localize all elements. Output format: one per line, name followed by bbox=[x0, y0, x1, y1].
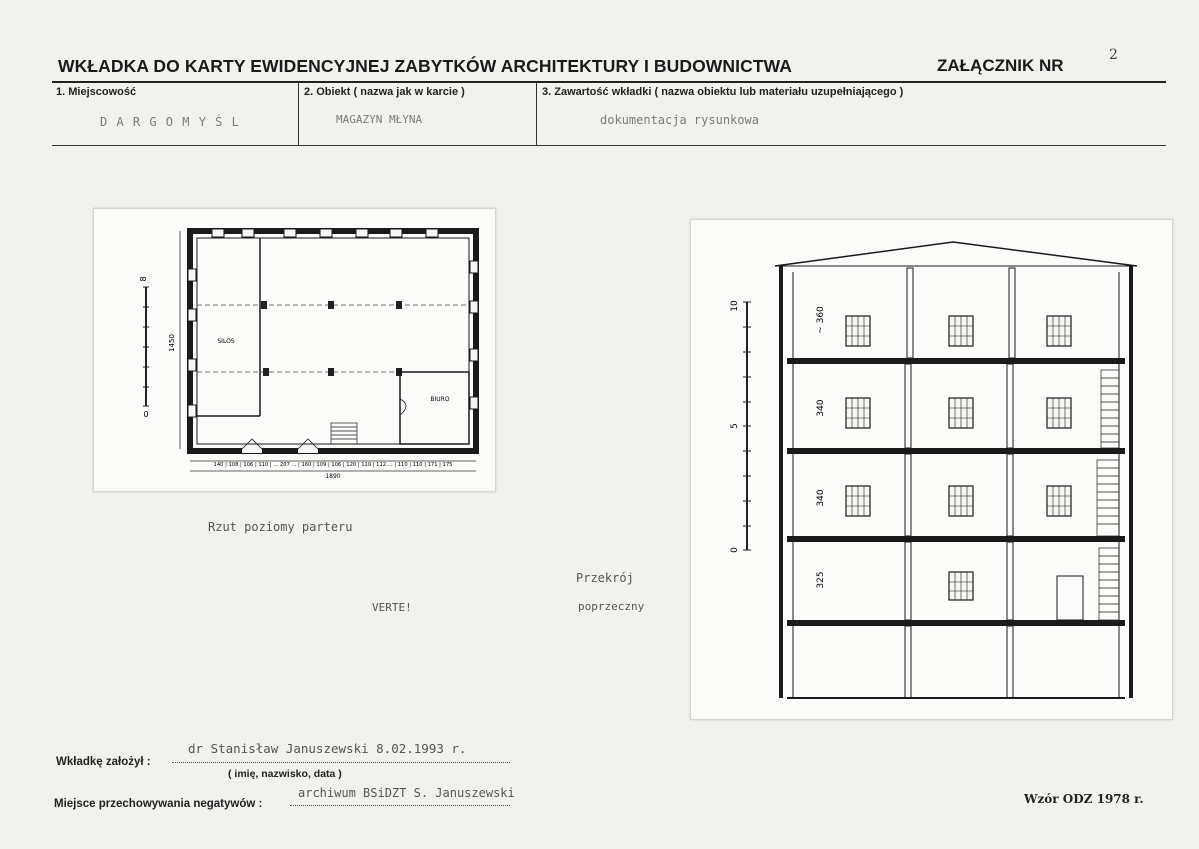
section-caption-line2: poprzeczny bbox=[578, 600, 645, 613]
verte-note: VERTE! bbox=[372, 601, 412, 614]
founder-hint: ( imię, nazwisko, data ) bbox=[228, 768, 342, 780]
floor-height-label: ~ 360 bbox=[816, 306, 826, 334]
room-silos-label: SILOS bbox=[217, 338, 235, 345]
founder-line bbox=[172, 762, 510, 763]
section-scale-mid: 5 bbox=[730, 423, 740, 429]
field-table-rule bbox=[52, 145, 1166, 146]
storage-line bbox=[290, 805, 510, 806]
plan-bottom-dims: 140 | 108 | 106 | 110 | ... 207 ... | 160 | 109 | 106 | 120 | 110 | 112 ... | 110 | 110 | 171 | 175 bbox=[213, 462, 453, 468]
founder-label: Wkładkę założył : bbox=[56, 756, 151, 768]
floor-plan-photo bbox=[93, 208, 496, 492]
roof-outline bbox=[775, 242, 1137, 266]
object-label: 2. Obiekt ( nazwa jak w karcie ) bbox=[304, 86, 465, 98]
content-label: 3. Zawartość wkładki ( nazwa obiektu lub materiału uzupełniającego ) bbox=[542, 86, 904, 98]
plan-scale-bottom: 0 bbox=[143, 410, 149, 419]
document-title: WKŁADKA DO KARTY EWIDENCYJNEJ ZABYTKÓW ARCHITEKTURY I BUDOWNICTWA bbox=[58, 56, 793, 76]
floor-height-label: 340 bbox=[816, 399, 826, 417]
annex-number: 2 bbox=[1109, 47, 1118, 63]
storage-value: archiwum BSiDZT S. Januszewski bbox=[298, 786, 515, 800]
content-value: dokumentacja rysunkowa bbox=[600, 113, 759, 127]
form-template-note: Wzór ODZ 1978 r. bbox=[1024, 792, 1144, 806]
annex-label: ZAŁĄCZNIK NR bbox=[937, 56, 1064, 75]
header-rule bbox=[52, 81, 1166, 83]
plan-scale-top: 8 bbox=[139, 276, 148, 282]
field-divider bbox=[536, 82, 537, 145]
cross-section-drawing bbox=[691, 220, 1172, 719]
section-scale-bottom: 0 bbox=[730, 547, 740, 553]
section-scale-top: 10 bbox=[730, 300, 740, 312]
field-divider bbox=[298, 82, 299, 145]
floor-height-label: 340 bbox=[816, 489, 826, 507]
storage-label: Miejsce przechowywania negatywów : bbox=[54, 798, 263, 810]
plan-caption: Rzut poziomy parteru bbox=[208, 520, 353, 534]
room-office-label: BIURO bbox=[430, 396, 450, 403]
section-caption-line1: Przekrój bbox=[576, 571, 634, 585]
founder-value: dr Stanisław Januszewski 8.02.1993 r. bbox=[188, 741, 467, 756]
locality-value: D A R G O M Y Ś L bbox=[100, 115, 240, 129]
floor-plan-drawing bbox=[94, 209, 495, 491]
object-value: MAGAZYN MŁYNA bbox=[336, 113, 423, 126]
plan-height-dim: 1450 bbox=[168, 334, 176, 352]
floor-height-label: 325 bbox=[816, 571, 826, 589]
locality-label: 1. Miejscowość bbox=[56, 86, 137, 98]
plan-total-dim: 1890 bbox=[325, 473, 341, 480]
cross-section-photo bbox=[690, 219, 1173, 720]
